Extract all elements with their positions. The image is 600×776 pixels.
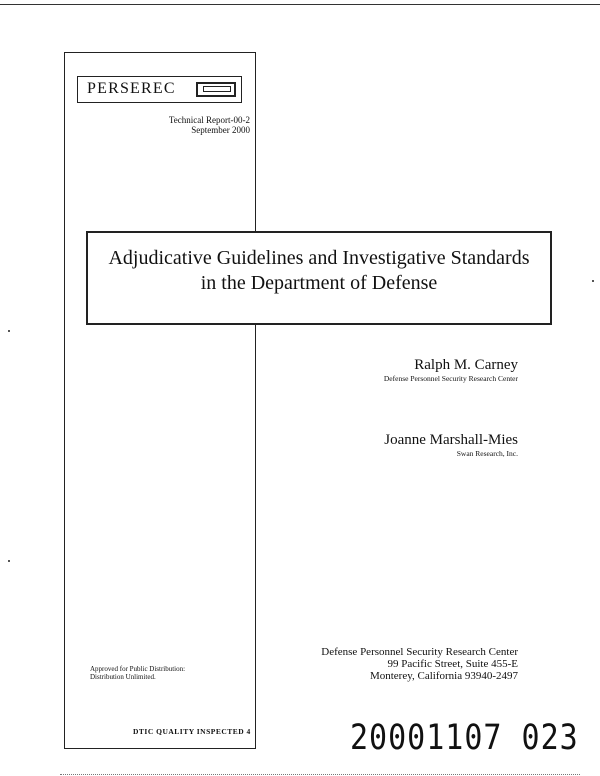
publisher-name: Defense Personnel Security Research Center [321,646,518,658]
document-title [90,246,548,296]
dtic-quality-stamp: DTIC QUALITY INSPECTED 4 [133,727,251,736]
report-info [120,115,250,135]
publisher-city: Monterey, California 93940-2497 [369,670,518,682]
scan-speck [8,560,10,562]
author-affiliation: Defense Personnel Security Research Center [383,374,518,383]
title-line-1: Adjudicative Guidelines and Investigative Standards [108,247,530,269]
distribution-statement [90,665,185,681]
scan-speck [592,280,594,282]
logo-inner-rectangle-icon [203,86,231,92]
author-name: Ralph M. Carney [414,357,518,373]
distribution-line-1: Approved for Public Distribution: [90,665,186,673]
author-block-1 [384,357,518,383]
scan-speck [8,330,10,332]
publisher-street: 99 Pacific Street, Suite 455-E [387,658,518,670]
report-date: September 2000 [191,125,250,135]
persrec-logo-text: PERSEREC [87,80,176,97]
top-border-line [0,4,600,5]
accession-number-stamp: 20001107 023 [350,718,579,759]
publisher-address [321,646,518,682]
author-affiliation: Swan Research, Inc. [456,449,518,458]
cover-left-frame [64,52,256,749]
author-name: Joanne Marshall-Mies [384,432,518,448]
author-block-2 [384,432,518,458]
bottom-border-line [60,774,580,775]
distribution-line-2: Distribution Unlimited. [90,673,156,681]
report-number: Technical Report-00-2 [168,115,250,125]
title-line-2: in the Department of Defense [200,272,438,294]
